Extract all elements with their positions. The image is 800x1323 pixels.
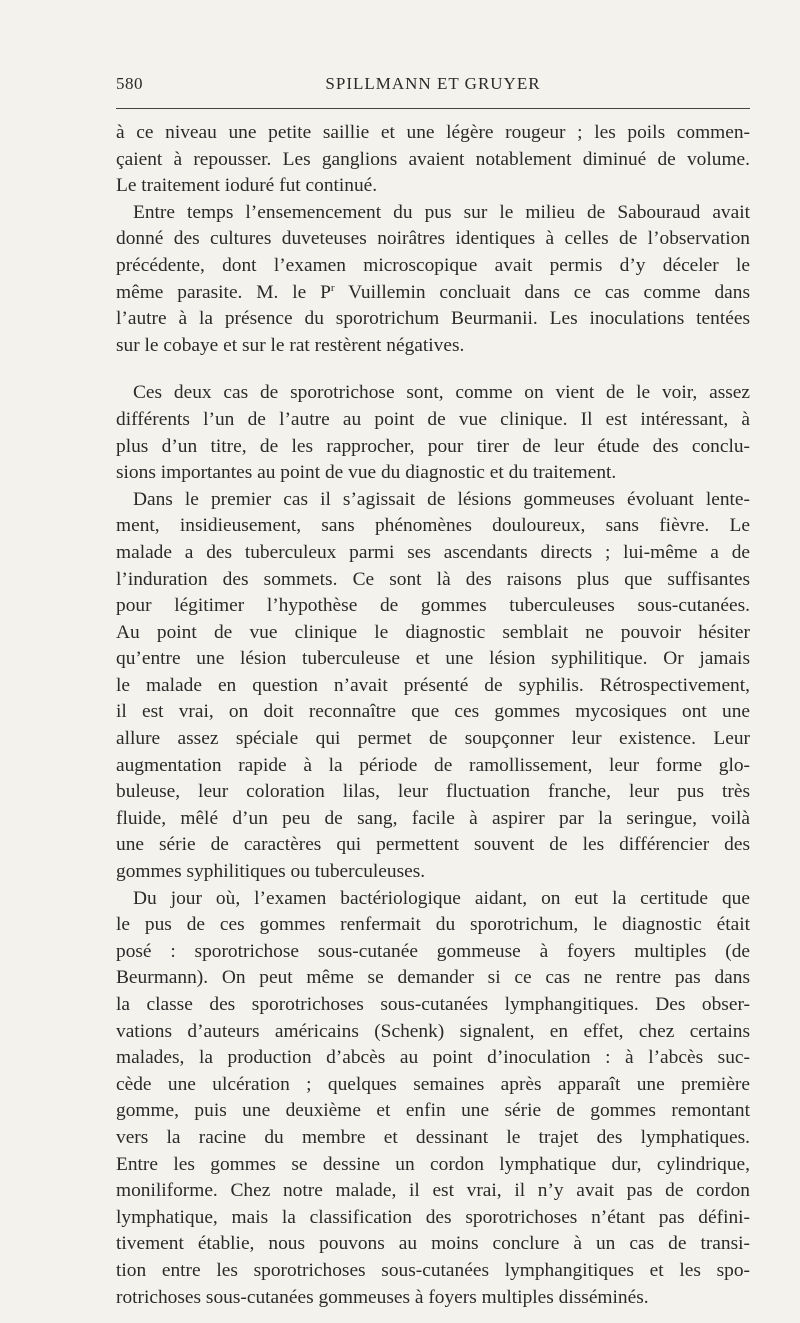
paragraph-gap [116, 359, 750, 380]
superscript: r [330, 281, 335, 294]
text-line: sions importantes au point de vue du diagnostic et du traitement. [116, 462, 617, 484]
text-line: Dans le premier cas il s’agissait de lésions gommeuses évoluant lente- [133, 488, 750, 510]
text-line: Entre temps l’ensemencement du pus sur le milieu de Sabouraud avait [133, 201, 750, 223]
paragraph [116, 120, 750, 200]
text-line: rotrichoses sous-cutanées gommeuses à foyers multiples disséminés. [116, 1286, 649, 1308]
body-text [116, 120, 750, 1311]
text-line: sur le cobaye et sur le rat restèrent négatives. [116, 334, 465, 356]
text-line: lymphatique, mais la classification des sporotrichoses n’étant pas défini- [116, 1206, 750, 1228]
page-number: 580 [116, 74, 143, 93]
text-line: augmentation rapide à la période de ramollissement, leur forme glo- [116, 754, 750, 776]
paragraph [116, 487, 750, 886]
text-line: Du jour où, l’examen bactériologique aidant, on eut la certitude que [133, 887, 750, 909]
text-line: vers la racine du membre et dessinant le trajet des lymphatiques. [116, 1126, 750, 1148]
text-line: Entre les gommes se dessine un cordon lymphatique dur, cylindrique, [116, 1153, 750, 1175]
page-header [116, 74, 750, 100]
text-line: le malade en question n’avait présenté de syphilis. Rétrospectivement, [116, 674, 750, 696]
text-line: gomme, puis une deuxième et enfin une série de gommes remontant [116, 1100, 750, 1122]
text-line: différents l’un de l’autre au point de vue clinique. Il est intéressant, à [116, 408, 750, 430]
text-line: ment, insidieusement, sans phénomènes douloureux, sans fièvre. Le [116, 515, 750, 537]
text-line: tion entre les sporotrichoses sous-cutanées lymphangitiques et les spo- [116, 1259, 750, 1281]
text-line: Beurmann). On peut même se demander si ce cas ne rentre pas dans [116, 967, 750, 989]
text-line: qu’entre une lésion tuberculeuse et une lésion syphilitique. Or jamais [116, 648, 750, 670]
text-line: il est vrai, on doit reconnaître que ces gommes mycosiques ont une [116, 701, 750, 723]
text-line: malades, la production d’abcès au point d’inoculation : à l’abcès suc- [116, 1047, 750, 1069]
text-line: vations d’auteurs américains (Schenk) signalent, en effet, chez certains [116, 1020, 750, 1042]
text-line: Le traitement ioduré fut continué. [116, 175, 378, 197]
text-line: même parasite. M. le $P^r$ Vuillemin concluait dans ce cas comme dans [116, 281, 751, 303]
text-line: précédente, dont l’examen microscopique avait permis d’y déceler le [116, 254, 750, 276]
text-line: posé : sporotrichose sous-cutanée gommeuse à foyers multiples (de [116, 940, 750, 962]
text-line: Au point de vue clinique le diagnostic semblait ne pouvoir hésiter [116, 621, 750, 643]
running-head: SPILLMANN ET GRUYER [325, 74, 541, 93]
text-line: buleuse, leur coloration lilas, leur fluctuation franche, leur pus très [116, 781, 750, 803]
text-line: moniliforme. Chez notre malade, il est vrai, il n’y avait pas de cordon [116, 1180, 750, 1202]
text-line: à ce niveau une petite saillie et une légère rougeur ; les poils commen- [116, 122, 750, 143]
text-line: le pus de ces gommes renfermait du sporotrichum, le diagnostic était [116, 914, 750, 936]
text-line: çaient à repousser. Les ganglions avaient notablement diminué de volume. [116, 148, 750, 170]
text-line: pour légitimer l’hypothèse de gommes tuberculeuses sous-cutanées. [116, 595, 750, 617]
paragraph [116, 200, 750, 360]
paragraph [116, 380, 750, 486]
text-line: malade a des tuberculeux parmi ses ascendants directs ; lui-même a de [116, 541, 750, 563]
text-line: plus d’un titre, de les rapprocher, pour tirer de leur étude des conclu- [116, 435, 750, 457]
text-line: Ces deux cas de sporotrichose sont, comme on vient de le voir, assez [133, 382, 750, 404]
text-line: donné des cultures duveteuses noirâtres identiques à celles de l’observation [116, 228, 750, 250]
text-line: gommes syphilitiques ou tuberculeuses. [116, 861, 426, 883]
text-line: l’autre à la présence du sporotrichum Beurmanii. Les inoculations tentées [116, 308, 750, 330]
header-rule [116, 108, 750, 109]
paragraph [116, 886, 750, 1312]
text-line: cède une ulcération ; quelques semaines après apparaît une première [116, 1073, 750, 1095]
text-line: la classe des sporotrichoses sous-cutanées lymphangitiques. Des obser- [116, 994, 750, 1015]
text-line: une série de caractères qui permettent souvent de les différencier des [116, 834, 750, 856]
text-line: l’induration des sommets. Ce sont là des raisons plus que suffisantes [116, 568, 750, 590]
text-line: allure assez spéciale qui permet de soupçonner leur existence. Leur [116, 728, 750, 750]
text-line: tivement établie, nous pouvons au moins conclure à un cas de transi- [116, 1233, 750, 1255]
text-line: fluide, mêlé d’un peu de sang, facile à aspirer par la seringue, voilà [116, 807, 750, 829]
